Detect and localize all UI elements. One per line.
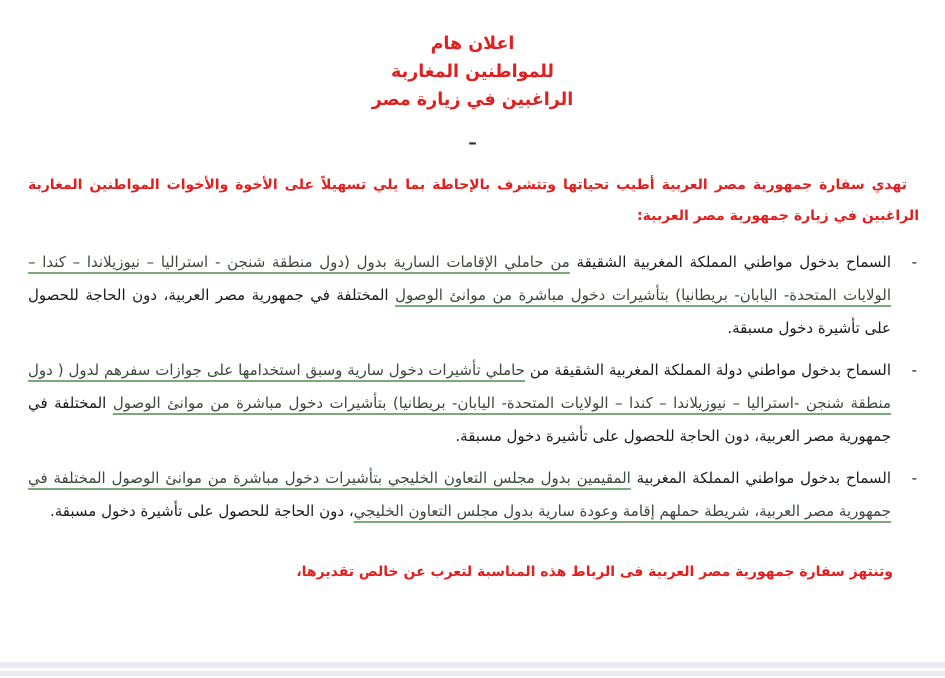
title-line-3: الراغبين في زيارة مصر (371, 90, 574, 110)
bullet-text (28, 361, 891, 445)
bullet-text (28, 469, 891, 520)
bullet-dash-marker: - (911, 253, 917, 271)
plain-phrase: المختلفة في جمهورية مصر العربية، دون الحاجة للحصول على تأشيرة دخول مسبقة. (28, 286, 891, 337)
plain-phrase: السماح بدخول مواطني المملكة المغربية الشقيقة (569, 253, 891, 271)
title-dash: – (468, 133, 477, 153)
bullet-dash-marker: - (911, 469, 917, 487)
bullet-item (28, 354, 923, 453)
plain-phrase: السماح بدخول مواطني دولة المملكة المغربية الشقيقة من (524, 361, 891, 379)
footer-divider-bar-top (0, 662, 945, 668)
title-line-1: اعلان هام (430, 34, 515, 54)
title-line-2: للمواطنين المغاربة (390, 62, 555, 82)
footer-divider-bar-bottom (0, 671, 945, 676)
underlined-phrase: المقيمين بدول مجلس التعاون الخليجي بتأشيرات دخول مباشرة من موانئ الوصول المختلفة في جمهورية مصر العربية، شريطة حملهم إقامة وعودة سارية بدول مجلس التعاون الخليجي (28, 469, 891, 520)
bullet-list (28, 246, 923, 528)
plain-phrase: ، دون الحاجة للحصول على تأشيرة دخول مسبقة. (49, 502, 354, 520)
plain-phrase: السماح بدخول مواطني المملكة المغربية (630, 469, 891, 487)
bullet-item (28, 462, 923, 528)
bullet-item (28, 246, 923, 345)
plain-phrase: المختلفة في جمهورية مصر العربية، دون الحاجة للحصول على تأشيرة دخول مسبقة. (28, 394, 891, 445)
document-title (0, 0, 945, 114)
closing-line: وتنتهز سفارة جمهورية مصر العربية فى الرباط هذه المناسبة لتعرب عن خالص تقديرها، (296, 564, 893, 580)
bullet-text (28, 253, 891, 337)
bullet-dash-marker: - (911, 361, 917, 379)
intro-paragraph: تهدي سفارة جمهورية مصر العربية أطيب تحياتها وتتشرف بالإحاطة بما يلي تسهيلاً على الأخوة والأخوات المواطنين المغاربة الراغبين في زيارة جمهورية مصر العربية: (28, 177, 919, 224)
underlined-phrase: حاملي تأشيرات دخول سارية وسبق استخدامها على جوازات سفرهم لدول ( دول منطقة شنجن -استراليا – نيوزيلاندا – كندا – الولايات المتحدة- اليابان- بريطانيا) بتأشيرات دخول مباشرة من موانئ الوصول (28, 361, 891, 412)
underlined-phrase: من حاملي الإقامات السارية بدول (دول منطقة شنجن - استراليا – نيوزيلاندا – كندا – الولايات المتحدة- اليابان- بريطانيا) بتأشيرات دخول مباشرة من موانئ الوصول (28, 253, 891, 304)
